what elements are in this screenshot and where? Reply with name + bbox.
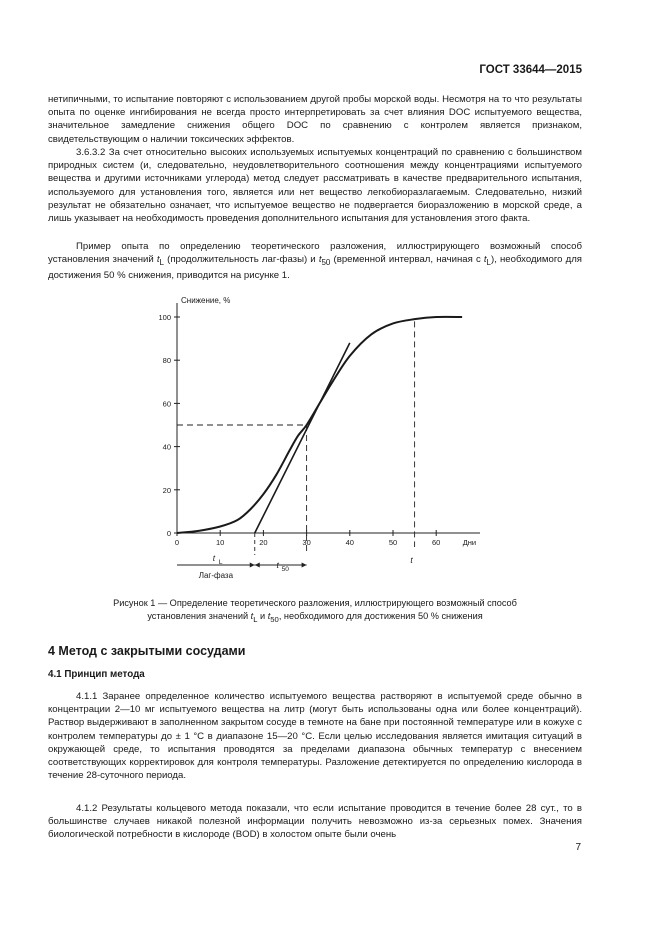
section-heading-4-1: 4.1 Принцип метода [48, 669, 145, 680]
tL-subscript: L [218, 559, 223, 566]
x-tick-label: 0 [174, 538, 180, 547]
paragraph-example [48, 240, 582, 283]
y-tick-label: 20 [162, 485, 171, 495]
document-code: ГОСТ 33644—2015 [479, 64, 582, 76]
y-tick-label: 0 [166, 529, 171, 538]
lag-phase-label: Лаг-фаза [198, 571, 234, 580]
y-tick-label: 80 [162, 356, 171, 366]
y-tick-label: 40 [162, 442, 171, 452]
t50-arrow-right [302, 563, 307, 568]
tL-label: t [212, 553, 216, 563]
section-heading-4: 4 Метод с закрытыми сосудами [48, 644, 246, 658]
t50-subscript: 50 [281, 566, 289, 573]
figure-caption [48, 597, 582, 626]
x-tick-label: 50 [388, 538, 398, 547]
caption-line-2: установления значений $t_L$ и $t_{50}$, необходимого для достижения 50 % снижения [147, 610, 483, 624]
paragraph-4-1-2 [48, 802, 582, 842]
paragraph-4-1-1 [48, 690, 582, 782]
t50-label: t [276, 560, 279, 570]
paragraph-text: 3.6.3.2 За счет относительно высоких используемых испытуемых концентраций по сравнению с большинством природных систем (и, следовательно, неудовлетворительного соотношения между концентрациями испытуемого вещества и другими источниками углерода) метод следует рассматривать в качестве предварительного испытания, используемого для установления того, является или нет вещество легкобиоразлагаемым. Следовательно, низкий результат не обязательно означает, что испытуемое вещество не подвергается биоразложению в морской среде, а лишь указывает на необходимость проведения дополнительного испытания для установления этого факта. [48, 147, 582, 225]
paragraph-continuation [48, 93, 582, 146]
x-tick-label: 60 [432, 538, 441, 547]
tangent-line [255, 343, 350, 533]
page-number: 7 [575, 842, 581, 853]
x-tick-label: 20 [259, 538, 268, 547]
lag-phase-arrow-right [250, 563, 255, 568]
paragraph-text: 4.1.1 Заранее определенное количество испытуемого вещества растворяют в испытуемой среде обычно в концентрации 2—10 мг испытуемого вещества на литр (могут быть использованы одна или более концентраций). Раствор выдерживают в заполненном закрытом сосуде в темноте на бане при постоянной температуре или в кожухе с контролем температуры до ± 1 °С в диапазоне 15—20 °С. Если целью исследования является имитация ситуаций в окружающей среде, то испытания проводятся за пределами диапазона обычных температур с внесением соответствующих корректировок для контроля температуры. Разложение детектируется по определению кислорода в течение 28-суточного периода. [48, 691, 582, 782]
caption-line-1: Рисунок 1 — Определение теоретического разложения, иллюстрирующего возможный способ [113, 598, 517, 608]
t50-arrow-left [255, 563, 260, 568]
paragraph-text: Пример опыта по определению теоретического разложения, иллюстрирующего возможный способ установления значений $t_L$ (продолжительность лаг-фазы) и $t_{50}$ (временной интервал, начиная с $t_L$), необходимого для достижения 50 % снижения, приводится на рисунке 1. [48, 241, 582, 282]
degradation-chart [140, 284, 480, 584]
x-axis-unit: Дни [462, 538, 477, 547]
x-tick-label: 30 [302, 538, 311, 547]
t-end-label: t [410, 555, 413, 565]
y-tick-label: 100 [158, 313, 171, 322]
y-tick-label: 60 [162, 399, 171, 409]
paragraph-3-6-3-2 [48, 146, 582, 225]
paragraph-text: 4.1.2 Результаты кольцевого метода показали, что если испытание проводится в течение более 28 сут., то в большинстве случаев никакой полезной информации получить невозможно из-за серьезных помех. Значения биологической потребности в кислороде (BOD) в холостом опыте были очень [48, 803, 582, 841]
x-tick-label: 40 [345, 538, 354, 547]
y-axis-label: Снижение, % [181, 296, 231, 305]
x-tick-label: 10 [216, 538, 225, 547]
paragraph-text: нетипичными, то испытание повторяют с использованием другой пробы морской воды. Несмотря на то что результаты опыта по оценке ингибирования не всегда просто интерпретировать за счет влияния DOC испытуемого вещества, значительное замедление снижения общего DOC по сравнению с контролем является признаком, свидетельствующим о наличии токсических эффектов. [48, 94, 582, 145]
